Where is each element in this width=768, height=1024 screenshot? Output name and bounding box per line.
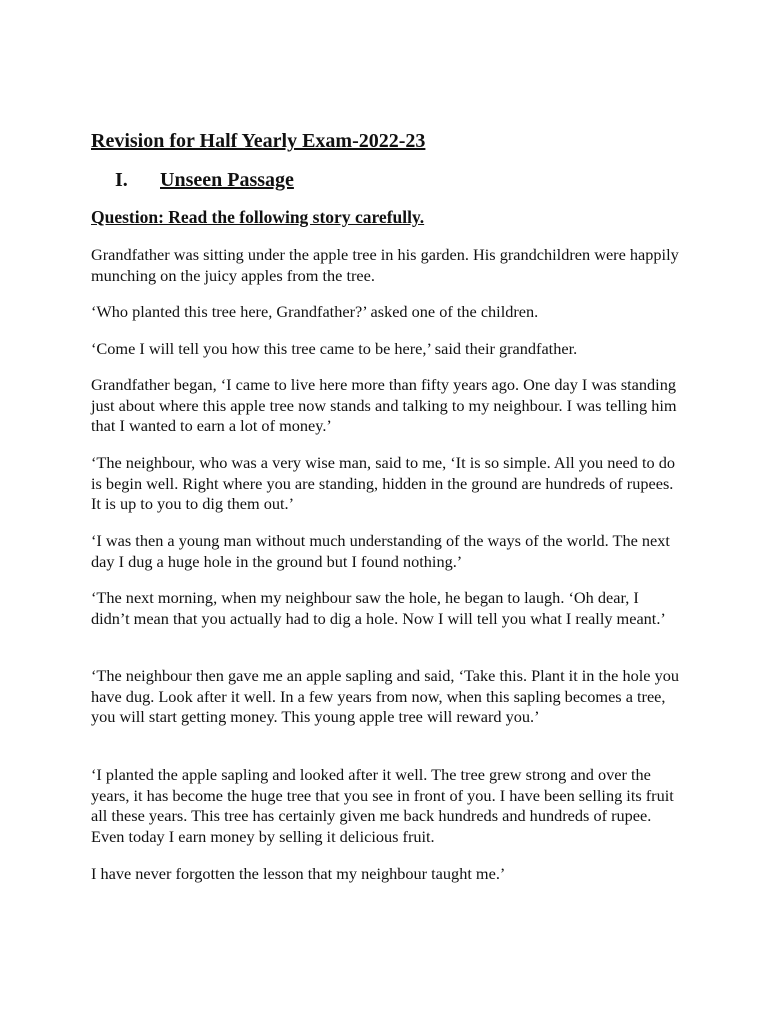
section-number: I. <box>115 169 128 191</box>
section-label: Unseen Passage <box>160 169 294 191</box>
paragraph-1: Grandfather was sitting under the apple tree in his garden. His grandchildren were happily munching on the juicy apples from the tree. <box>91 245 679 285</box>
document-title: Revision for Half Yearly Exam-2022-23 <box>91 130 426 152</box>
question-heading: Question: Read the following story carefully. <box>91 207 425 227</box>
paragraph-3: ‘Come I will tell you how this tree came to be here,’ said their grandfather. <box>91 339 578 358</box>
paragraph-10: I have never forgotten the lesson that my neighbour taught me.’ <box>91 864 506 883</box>
paragraph-8: ‘The neighbour then gave me an apple sapling and said, ‘Take this. Plant it in the hole you have dug. Look after it well. In a few years from now, when this sapling becomes a tree, you will start getting money. This young apple tree will reward you.’ <box>91 666 680 727</box>
paragraph-9: ‘I planted the apple sapling and looked after it well. The tree grew strong and over the years, it has become the huge tree that you see in front of you. I have been selling its fruit all these years. This tree has certainly given me back hundreds and hundreds of rupee. Even today I earn money by selling it delicious fruit. <box>91 765 674 846</box>
paragraph-5: ‘The neighbour, who was a very wise man, said to me, ‘It is so simple. All you need to do is begin well. Right where you are standing, hidden in the ground are hundreds of rupees. It is up to you to dig them out.’ <box>91 453 676 514</box>
paragraph-4: Grandfather began, ‘I came to live here more than fifty years ago. One day I was standing just about where this apple tree now stands and talking to my neighbour. I was telling him that I wanted to earn a lot of money.’ <box>91 375 677 436</box>
paragraph-7: ‘The next morning, when my neighbour saw the hole, he began to laugh. ‘Oh dear, I didn’t mean that you actually had to dig a hole. Now I will tell you what I really meant.’ <box>91 588 666 628</box>
paragraph-6: ‘I was then a young man without much understanding of the ways of the world. The next day I dug a huge hole in the ground but I found nothing.’ <box>91 531 670 571</box>
section-heading <box>115 169 294 192</box>
paragraph-2: ‘Who planted this tree here, Grandfather?’ asked one of the children. <box>91 302 539 321</box>
